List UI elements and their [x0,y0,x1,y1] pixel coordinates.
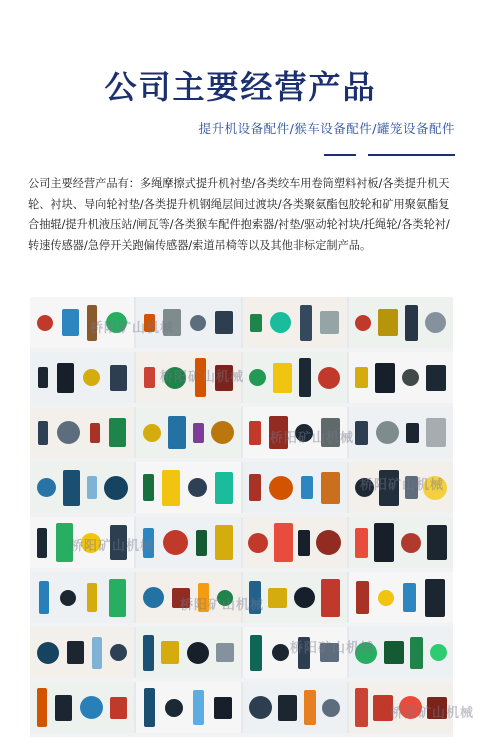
product-item-shape [250,635,262,671]
product-item-shape [355,315,371,331]
product-photo-row [30,352,453,403]
product-item-shape [249,696,272,719]
product-item-shape [143,635,154,671]
product-item-shape [294,587,315,608]
product-item-shape [298,530,310,556]
product-photo [349,517,453,568]
product-item-shape [67,641,84,664]
product-photo [349,627,453,678]
product-item-shape [215,525,233,560]
product-item-shape [269,476,293,500]
product-item-shape [162,470,180,506]
product-photo [30,407,134,458]
product-item-shape [268,588,287,608]
product-description: 公司主要经营产品有：多绳摩擦式提升机衬垫/各类绞车用卷筒塑料衬板/各类提升机天轮、衬块、导向轮衬垫/各类提升机钢绳层间过渡块/各类聚氨酯包胶轮和矿用聚氨酯复合抽辊/提升机液压站/闸瓦等/各类猴车配件抱索器/衬垫/驱动轮衬块/托绳轮/各类轮衬/转速传感器/急停开关跑偏传感器/索道吊椅等以及其他非标定制产品。 [28,177,450,252]
product-item-shape [143,528,154,558]
product-item-shape [215,472,233,504]
product-item-shape [161,641,179,664]
product-item-shape [195,358,206,397]
product-item-shape [278,695,297,721]
product-item-shape [248,533,268,553]
product-item-shape [38,367,48,388]
product-item-shape [60,590,76,606]
product-photo [30,297,134,348]
product-item-shape [193,423,204,443]
product-photo [30,352,134,403]
product-photo [136,572,240,623]
product-photo [136,352,240,403]
product-item-shape [143,474,154,501]
product-photo-grid [30,297,475,737]
product-item-shape [425,579,445,617]
product-item-shape [403,583,416,612]
product-item-shape [39,581,49,614]
product-item-shape [37,528,47,558]
product-item-shape [272,644,289,661]
product-photo [30,517,134,568]
product-item-shape [57,363,74,393]
product-item-shape [217,590,233,606]
product-item-shape [143,424,161,442]
product-item-shape [83,369,100,386]
product-item-shape [87,305,97,341]
product-item-shape [410,637,423,669]
product-item-shape [55,695,72,721]
product-photo [243,407,347,458]
product-item-shape [298,637,310,669]
product-item-shape [320,311,339,334]
watermark: 桥阳矿山机械 [160,370,245,385]
product-item-shape [373,695,393,721]
product-item-shape [374,523,394,562]
divider-long [368,154,455,156]
product-item-shape [38,421,48,445]
product-item-shape [215,311,233,334]
product-item-shape [37,315,53,331]
product-item-shape [172,588,190,608]
watermark: 桥阳矿山机械 [360,478,445,493]
product-photo [349,682,453,733]
product-item-shape [81,533,101,553]
product-photo [243,297,347,348]
product-item-shape [165,699,183,717]
product-item-shape [109,579,126,617]
product-photo [136,627,240,678]
product-item-shape [57,421,80,444]
product-photo-row [30,462,453,513]
product-item-shape [62,309,79,336]
product-item-shape [405,476,418,499]
product-item-shape [249,369,266,386]
product-photo [136,407,240,458]
product-item-shape [299,358,311,397]
product-item-shape [295,424,313,442]
product-item-shape [211,421,234,444]
product-item-shape [109,418,126,447]
product-item-shape [168,416,186,449]
product-item-shape [163,309,181,336]
divider-short [324,154,356,156]
product-photo [136,682,240,733]
product-photo [243,682,347,733]
product-item-shape [427,697,447,719]
product-photo [136,517,240,568]
product-item-shape [37,642,59,664]
page-title: 公司主要经营产品 [104,68,377,106]
product-item-shape [376,421,399,444]
product-item-shape [378,590,394,606]
product-item-shape [37,478,56,497]
product-item-shape [427,525,447,560]
product-item-shape [355,528,368,558]
product-item-shape [426,365,446,391]
product-photo-row [30,407,453,458]
product-item-shape [144,314,155,332]
product-item-shape [405,305,418,341]
product-item-shape [143,587,164,608]
product-item-shape [56,523,73,562]
product-photo [136,297,240,348]
product-item-shape [322,699,340,717]
product-item-shape [399,696,422,719]
product-item-shape [104,476,128,500]
watermark: 桥阳矿山机械 [70,539,155,554]
product-photo-row [30,627,453,678]
product-item-shape [355,367,368,388]
watermark: 桥阳矿山机械 [290,641,375,656]
product-item-shape [321,472,340,504]
product-item-shape [144,367,155,388]
product-item-shape [188,478,207,497]
product-item-shape [430,644,447,661]
product-photo-row [30,682,475,733]
product-photo [30,462,134,513]
product-item-shape [356,581,369,614]
product-photo-row [30,297,453,348]
product-item-shape [216,643,234,662]
product-item-shape [110,365,127,391]
product-item-shape [269,416,288,449]
product-photo [349,572,453,623]
product-photo-row [30,517,453,568]
product-photo [243,572,347,623]
product-item-shape [304,690,316,725]
product-item-shape [193,690,204,725]
product-item-shape [110,525,127,560]
product-item-shape [318,367,340,389]
product-item-shape [163,530,188,555]
product-item-shape [401,533,421,553]
product-item-shape [249,474,261,501]
product-item-shape [164,367,186,389]
product-item-shape [316,530,341,555]
product-item-shape [214,697,232,719]
product-item-shape [321,579,340,617]
product-item-shape [425,312,446,333]
product-item-shape [196,530,207,556]
product-item-shape [375,363,395,393]
product-item-shape [355,478,374,497]
product-item-shape [250,314,262,332]
product-item-shape [110,697,127,719]
product-item-shape [301,476,313,499]
product-item-shape [402,369,419,386]
product-item-shape [320,643,339,662]
product-photo [30,627,134,678]
product-photo-row [30,572,453,623]
product-item-shape [37,688,47,727]
product-item-shape [106,312,127,333]
product-item-shape [273,363,292,393]
product-item-shape [355,421,368,445]
product-item-shape [87,476,97,499]
product-item-shape [249,421,261,445]
product-item-shape [300,305,312,341]
product-photo [243,517,347,568]
product-item-shape [92,637,102,669]
product-item-shape [144,688,155,727]
product-item-shape [406,423,419,443]
product-item-shape [110,644,127,661]
product-item-shape [87,583,97,612]
product-item-shape [321,418,340,447]
product-photo [243,627,347,678]
product-item-shape [379,470,399,506]
watermark: 桥阳矿山机械 [90,321,175,336]
product-item-shape [187,642,209,664]
product-item-shape [378,309,398,336]
product-item-shape [270,312,291,333]
product-photo [349,352,453,403]
product-item-shape [90,423,100,443]
product-item-shape [355,642,377,664]
page-subtitle: 提升机设备配件/猴车设备配件/罐笼设备配件 [198,121,455,136]
watermark: 桥阳矿山机械 [390,706,475,721]
watermark: 桥阳矿山机械 [270,431,355,446]
product-photo [136,462,240,513]
watermark: 桥阳矿山机械 [180,598,265,613]
product-photo [30,682,134,733]
product-item-shape [63,470,80,506]
product-item-shape [190,315,206,331]
product-item-shape [426,418,446,447]
product-item-shape [198,583,209,612]
product-photo [243,462,347,513]
product-photo [349,297,453,348]
product-photo [30,572,134,623]
product-item-shape [215,365,233,391]
product-item-shape [80,696,103,719]
product-photo [243,352,347,403]
product-item-shape [249,581,261,614]
product-photo [349,462,453,513]
product-item-shape [274,523,293,562]
product-photo [349,407,453,458]
product-item-shape [384,641,404,664]
product-item-shape [355,688,368,727]
product-item-shape [423,476,447,500]
